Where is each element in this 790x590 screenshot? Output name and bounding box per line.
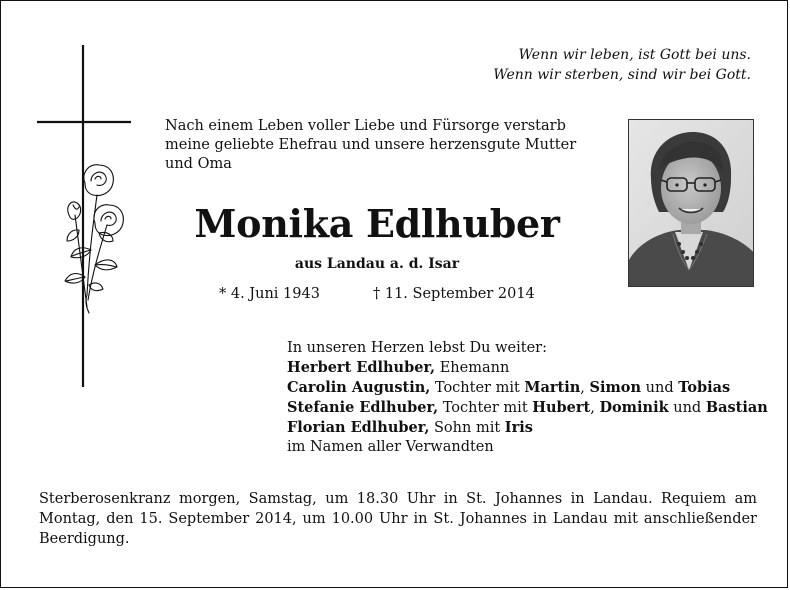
mourner-line xyxy=(287,358,757,378)
deceased-name: Monika Edlhuber xyxy=(194,201,560,246)
cross-icon xyxy=(35,45,135,390)
mourner-name: Tobias xyxy=(678,379,731,396)
intro-text: Nach einem Leben voller Liebe und Fürsorge verstarb meine geliebte Ehefrau und unsere herzensgute Mutter und Oma xyxy=(165,118,577,172)
mourner-line xyxy=(287,438,757,457)
service-details: Sterberosenkranz morgen, Samstag, um 18.30 Uhr in St. Johannes in Landau. Requiem am Montag, den 15. September 2014, um 10.00 Uhr in St. Johannes in Landau mit anschließender Beerdigung. xyxy=(39,491,757,547)
mourner-relation: Sohn mit xyxy=(429,420,505,436)
mourner-name: Stefanie Edlhuber, xyxy=(287,399,439,416)
mourner-line xyxy=(287,378,757,398)
mourner-relation: im Namen aller Verwandten xyxy=(287,439,494,455)
mourner-name: Florian Edlhuber, xyxy=(287,419,430,436)
mourner-relation: Tochter mit xyxy=(438,400,533,416)
roses-icon xyxy=(65,165,123,313)
mourner-name: Simon xyxy=(589,379,642,396)
cross-with-roses xyxy=(35,45,135,390)
motto-line-1: Wenn wir leben, ist Gott bei uns. xyxy=(518,47,751,63)
mourners-list xyxy=(287,339,768,457)
mourner-relation: , xyxy=(580,380,590,396)
mourner-line xyxy=(287,398,768,418)
mourner-relation: , xyxy=(590,400,600,416)
death-date: † 11. September 2014 xyxy=(373,286,535,302)
deceased-origin: aus Landau a. d. Isar xyxy=(294,256,460,272)
mourner-name: Iris xyxy=(504,419,533,436)
mourner-line xyxy=(287,418,757,438)
motto-line-2: Wenn wir sterben, sind wir bei Gott. xyxy=(493,67,751,83)
mourner-relation: Tochter mit xyxy=(430,380,525,396)
mourner-name: Martin xyxy=(524,379,581,396)
portrait-photo xyxy=(628,119,754,287)
portrait-image xyxy=(629,120,754,287)
mourner-name: Hubert xyxy=(532,399,591,416)
mourner-relation: und xyxy=(641,380,679,396)
mourner-name: Dominik xyxy=(599,399,669,416)
mourner-relation: Ehemann xyxy=(435,360,510,376)
mourner-name: Carolin Augustin, xyxy=(287,379,431,396)
mourner-relation: und xyxy=(668,400,706,416)
mourners-heading: In unseren Herzen lebst Du weiter: xyxy=(287,340,547,356)
mourner-lines xyxy=(287,358,768,457)
mourner-name: Herbert Edlhuber, xyxy=(287,359,436,376)
birth-date: * 4. Juni 1943 xyxy=(219,286,320,302)
mourner-name: Bastian xyxy=(705,399,768,416)
motto xyxy=(421,45,751,85)
